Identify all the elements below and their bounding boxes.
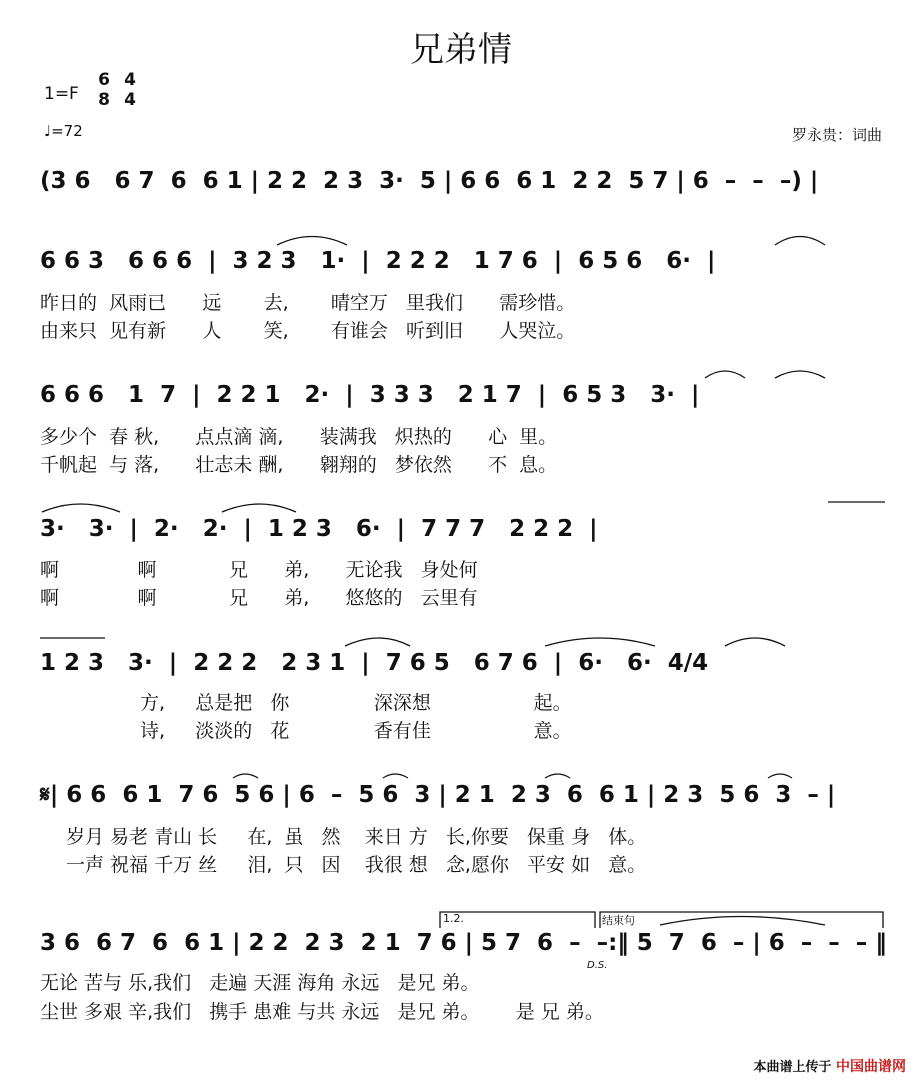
credit: 罗永贵：词曲 bbox=[791, 126, 882, 144]
time-sig-1-bottom: 8 bbox=[98, 90, 110, 110]
row2-lyric-1: 多少个 春 秋, 点点滴 滴, 装满我 炽热的 心 里。 bbox=[40, 426, 558, 448]
key-prefix: 1=F bbox=[44, 84, 79, 104]
volta-2-label: 结束句 bbox=[602, 914, 635, 927]
time-sig-1-top: 6 bbox=[98, 70, 110, 90]
row3-notes: 3· 3· | 2· 2· | 1 2 3 6· | 7 7 7 2 2 2 | bbox=[40, 516, 598, 542]
intro-notes: (3 6 6 7 6 6 1 | 2 2 2 3 3· 5 | 6 6 6 1 2 2 5 7 | 6 – – –) | bbox=[40, 168, 819, 194]
row6-notes: 3 6 6 7 6 6 1 | 2 2 2 3 2 1 7 6 | 5 7 6 – –:‖ 5 7 6 – | 6 – – – ‖ bbox=[40, 930, 887, 956]
row2-notes: 6 6 6 1 7 | 2 2 1 2· | 3 3 3 2 1 7 | 6 5 3 3· | bbox=[40, 382, 700, 408]
ds-marking: D.S. bbox=[587, 960, 608, 971]
row3-lyric-2: 啊 啊 兄 弟, 悠悠的 云里有 bbox=[40, 587, 478, 609]
row4-notes: 1 2 3 3· | 2 2 2 2 3 1 | 7 6 5 6 7 6 | 6· 6· 4/4 bbox=[40, 650, 709, 676]
row3-lyric-1: 啊 啊 兄 弟, 无论我 身处何 bbox=[40, 559, 478, 581]
volta-1-label: 1.2. bbox=[443, 912, 464, 925]
page-title: 兄弟情 bbox=[410, 30, 512, 70]
row6-lyric-1: 无论 苦与 乐,我们 走遍 天涯 海角 永远 是兄 弟。 bbox=[40, 972, 480, 994]
row2-lyric-2: 千帆起 与 落, 壮志未 酬, 翱翔的 梦依然 不 息。 bbox=[40, 454, 558, 476]
quarter-note-icon: ♩ bbox=[44, 122, 52, 140]
row4-lyric-2: 诗, 淡淡的 花 香有佳 意。 bbox=[140, 720, 572, 742]
row5-lyric-1: 岁月 易老 青山 长 在, 虽 然 来日 方 长,你要 保重 身 体。 bbox=[66, 826, 647, 848]
row5-notes: 𝄋| 6 6 6 1 7 6 5 6 | 6 – 5 6 3 | 2 1 2 3 6 6 1 | 2 3 5 6 3 – | bbox=[40, 782, 836, 808]
tempo-value: =72 bbox=[51, 122, 83, 140]
time-sig-2-bottom: 4 bbox=[124, 90, 136, 110]
row1-lyric-1: 昨日的 风雨已 远 去, 晴空万 里我们 需珍惜。 bbox=[40, 292, 576, 314]
row4-lyric-1: 方, 总是把 你 深深想 起。 bbox=[140, 692, 572, 714]
row1-lyric-2: 由来只 见有新 人 笑, 有谁会 听到旧 人哭泣。 bbox=[40, 320, 576, 342]
row5-lyric-2: 一声 祝福 千万 丝 泪, 只 因 我很 想 念,愿你 平安 如 意。 bbox=[66, 854, 647, 876]
footer-upload-note bbox=[753, 1056, 906, 1076]
row6-lyric-2: 尘世 多艰 辛,我们 携手 患难 与共 永远 是兄 弟。 是 兄 弟。 bbox=[40, 1001, 604, 1023]
footer-uploaded-label: 本曲谱上传于 bbox=[753, 1060, 832, 1075]
row1-notes: 6 6 3 6 6 6 | 3 2 3 1· | 2 2 2 1 7 6 | 6 5 6 6· | bbox=[40, 248, 716, 274]
site-logo: 中国曲谱网 bbox=[836, 1059, 906, 1075]
time-sig-2-top: 4 bbox=[124, 70, 136, 90]
